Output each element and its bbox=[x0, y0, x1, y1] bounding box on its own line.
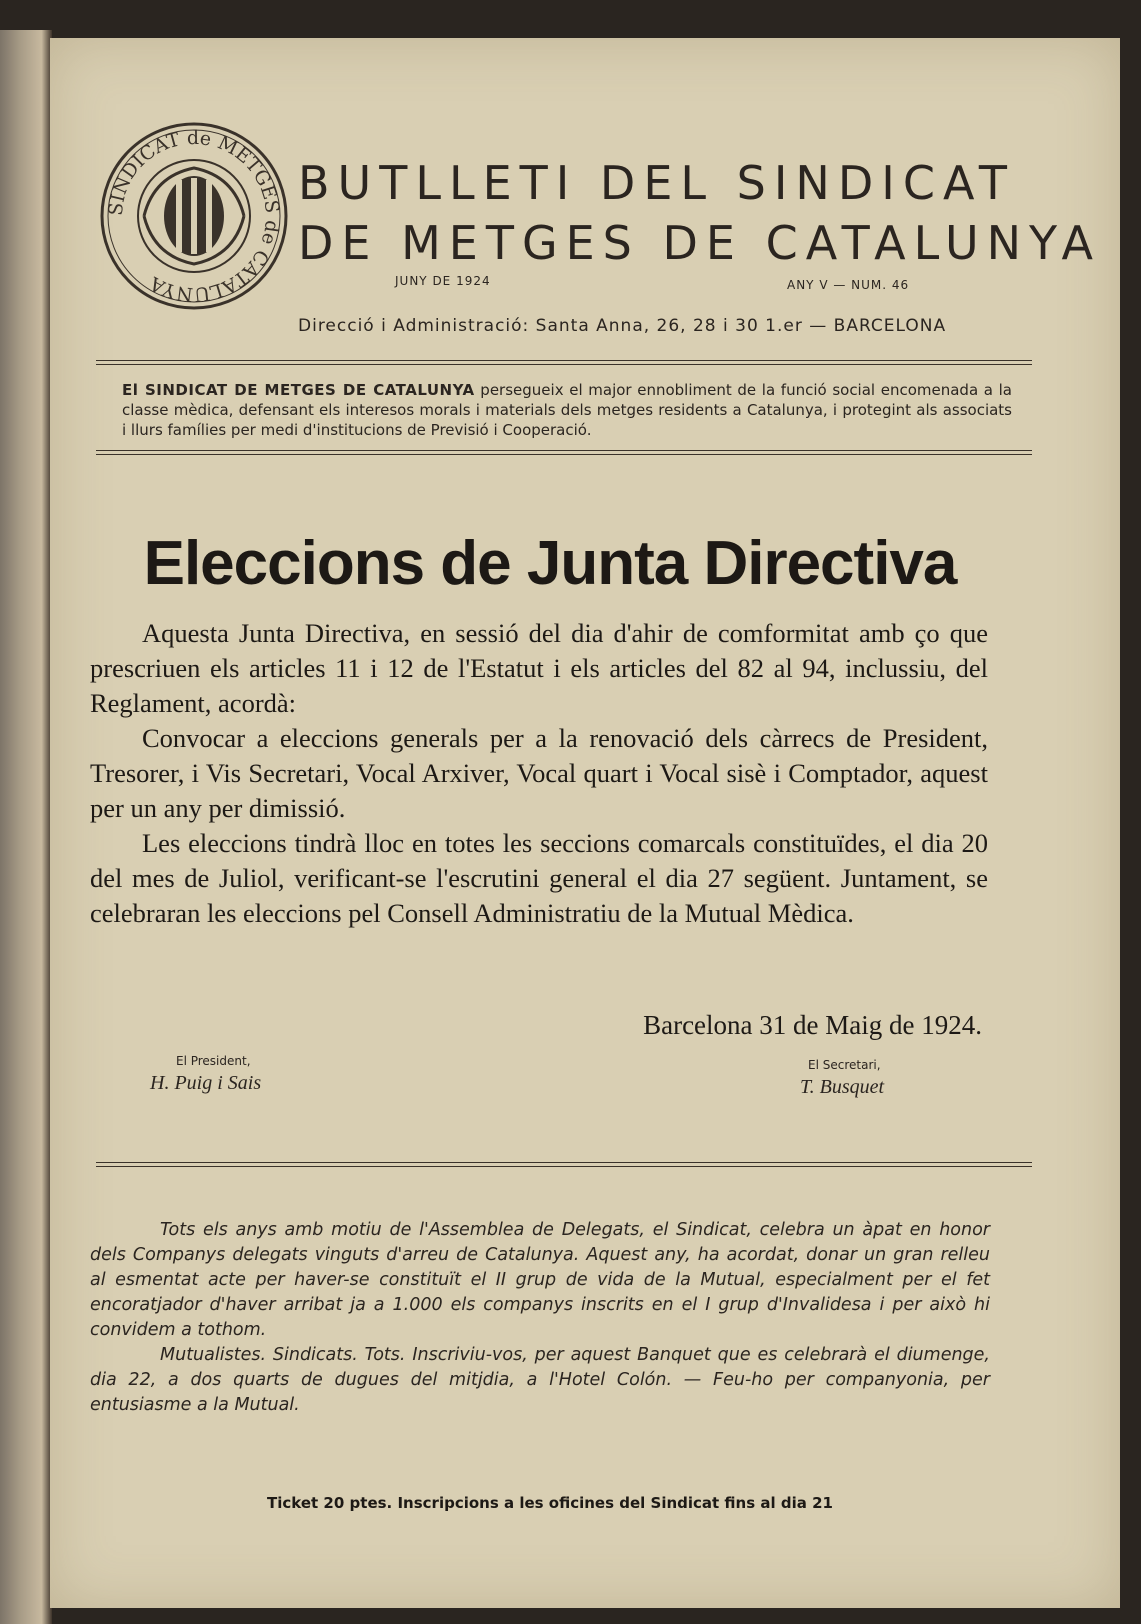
masthead-title-line2: DE METGES DE CATALUNYA bbox=[298, 216, 1102, 270]
notice-paragraph: Mutualistes. Sindicats. Tots. Inscriviu-vos, per aquest Banquet que es celebrarà el diumenge, dia 22, a dos quarts de dugues del mitjdia, a l'Hotel Colón. — Feu-ho per companyonia, per entusiasme a la Mutual. bbox=[90, 1345, 990, 1415]
intro-paragraph bbox=[122, 380, 1012, 440]
president-title: El President, bbox=[176, 1054, 251, 1068]
address-line: Direcció i Administració: Santa Anna, 26, 28 i 30 1.er — BARCELONA bbox=[298, 316, 947, 336]
secretary-signature: T. Busquet bbox=[800, 1076, 885, 1098]
issue-date: JUNY DE 1924 bbox=[395, 274, 491, 288]
secretary-title: El Secretari, bbox=[808, 1058, 881, 1072]
notice-paragraph: Tots els anys amb motiu de l'Assemblea de Delegats, el Sindicat, celebra un àpat en honor dels Companys delegats vinguts d'arreu de Catalunya. Aquest any, ha acordat, donar un gran relleu al esmentat acte per haver-se constituït el II grup de vida de la Mutual, especialment per el fet encoratjador d'haver arribat ja a 1.000 els companys inscrits en el I grup d'Invalidesa i per això hi convidem a tothom. bbox=[90, 1220, 990, 1340]
document-page bbox=[50, 38, 1120, 1608]
divider-top bbox=[96, 360, 1032, 365]
date-line: Barcelona 31 de Maig de 1924. bbox=[643, 1010, 982, 1040]
page-title: Eleccions de Junta Directiva bbox=[143, 529, 957, 598]
book-binding bbox=[0, 30, 52, 1624]
intro-text: persegueix el major ennobliment de la funció social encomenada a la classe mèdica, defensant els interesos morals i materials dels metges residents a Catalunya, i protegint als associats i llurs famílies per medi d'institucions de Previsió i Cooperació. bbox=[122, 381, 1012, 439]
svg-text:SINDICAT de METGES de CATALUNY: SINDICAT de METGES de CATALUNYA bbox=[104, 126, 284, 306]
divider-intro bbox=[96, 450, 1032, 455]
issue-number: ANY V — NUM. 46 bbox=[787, 278, 910, 292]
body-paragraph: Les eleccions tindrà lloc en totes les seccions comarcals constituïdes, el dia 20 del mes de Juliol, verificant-se l'escrutini general el dia 27 següent. Juntament, se celebraran les eleccions pel Consell Administratiu de la Mutual Mèdica. bbox=[90, 828, 988, 928]
body-paragraph: Convocar a eleccions generals per a la renovació dels càrrecs de President, Tresorer, i Vis Secretari, Vocal Arxiver, Vocal quart i Vocal sisè i Comptador, aquest per un any per dimissió. bbox=[90, 723, 988, 823]
president-signature: H. Puig i Sais bbox=[150, 1072, 262, 1094]
ticket-line: Ticket 20 ptes. Inscripcions a les oficines del Sindicat fins al dia 21 bbox=[267, 1494, 833, 1512]
divider-bottom bbox=[96, 1162, 1032, 1167]
intro-organization: El SINDICAT DE METGES DE CATALUNYA bbox=[122, 381, 475, 399]
banquet-notice bbox=[90, 1218, 990, 1418]
masthead-title-line1: BUTLLETI DEL SINDICAT bbox=[298, 156, 1015, 210]
body-paragraph: Aquesta Junta Directiva, en sessió del dia d'ahir de comformitat amb ço que prescriuen els articles 11 i 12 de l'Estatut i els articles del 82 al 94, inclussiu, del Reglament, acordà: bbox=[90, 618, 988, 718]
announcement-body bbox=[90, 616, 988, 931]
seal-emblem bbox=[94, 116, 294, 316]
